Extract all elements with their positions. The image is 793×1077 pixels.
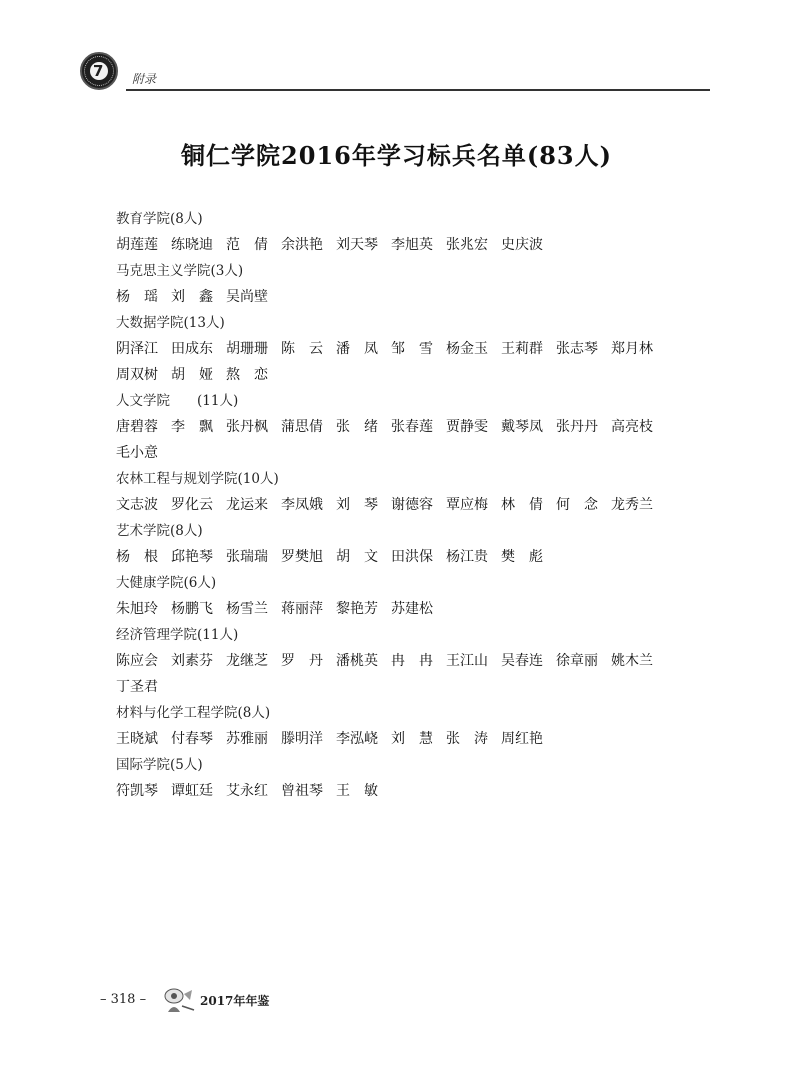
student-name: 张丹枫 — [226, 419, 268, 435]
student-name: 张 绪 — [336, 419, 378, 435]
student-name: 罗 丹 — [281, 653, 323, 669]
college-members — [116, 778, 676, 804]
student-name: 张瑞瑞 — [226, 549, 268, 565]
college-name: 人文学院 (11人) — [116, 393, 239, 409]
college-name: 大健康学院(6人) — [116, 575, 217, 591]
student-name: 苏雅丽 — [226, 731, 268, 747]
student-name: 郑月林 — [611, 341, 653, 357]
page-footer — [100, 986, 400, 1016]
student-name: 蒋丽萍 — [281, 601, 323, 617]
student-name: 罗樊旭 — [281, 549, 323, 565]
student-name: 杨雪兰 — [226, 601, 268, 617]
student-name: 符凯琴 — [116, 783, 158, 799]
student-name: 龙秀兰 — [611, 497, 653, 513]
student-name: 龙继芝 — [226, 653, 268, 669]
student-name: 杨鹏飞 — [171, 601, 213, 617]
page-number: – 318 – — [100, 992, 147, 1007]
college-members — [116, 336, 676, 388]
student-name: 周双树 — [116, 367, 158, 383]
university-logo-icon — [80, 52, 118, 90]
student-name: 何 念 — [556, 497, 598, 513]
college-members — [116, 492, 676, 518]
student-name: 胡 文 — [336, 549, 378, 565]
student-name: 田洪保 — [391, 549, 433, 565]
student-name: 张丹丹 — [556, 419, 598, 435]
page-title: 铜仁学院2016年学习标兵名单(83人) — [181, 141, 612, 170]
college-name: 教育学院(8人) — [116, 211, 203, 227]
college-members — [116, 284, 676, 310]
student-name: 罗化云 — [171, 497, 213, 513]
college-name: 大数据学院(13人) — [116, 315, 225, 331]
student-name: 陈 云 — [281, 341, 323, 357]
student-name: 杨 根 — [116, 549, 158, 565]
college-members — [116, 596, 676, 622]
student-name: 胡 娅 — [171, 367, 213, 383]
student-name: 王江山 — [446, 653, 488, 669]
student-name: 王莉群 — [501, 341, 543, 357]
student-name: 唐碧蓉 — [116, 419, 158, 435]
student-name: 黎艳芳 — [336, 601, 378, 617]
student-name: 史庆波 — [501, 237, 543, 253]
student-name: 徐章丽 — [556, 653, 598, 669]
student-name: 刘 琴 — [336, 497, 378, 513]
college-name: 国际学院(5人) — [116, 757, 203, 773]
student-name: 贾静雯 — [446, 419, 488, 435]
student-name: 刘 鑫 — [171, 289, 213, 305]
college-name: 材料与化学工程学院(8人) — [116, 705, 271, 721]
student-name: 张春莲 — [391, 419, 433, 435]
student-name: 王晓斌 — [116, 731, 158, 747]
student-name: 吴尚壁 — [226, 289, 268, 305]
student-name: 余洪艳 — [281, 237, 323, 253]
logo-glyph: 7 — [93, 62, 104, 80]
student-name: 滕明洋 — [281, 731, 323, 747]
student-name: 周红艳 — [501, 731, 543, 747]
student-name: 艾永红 — [226, 783, 268, 799]
student-name: 杨江贵 — [446, 549, 488, 565]
student-name: 毛小意 — [116, 445, 158, 461]
student-name: 田成东 — [171, 341, 213, 357]
student-name: 蒲思倩 — [281, 419, 323, 435]
student-name: 吴春连 — [501, 653, 543, 669]
yearbook-label: 2017年年鉴 — [200, 994, 270, 1008]
college-name: 农林工程与规划学院(10人) — [116, 471, 279, 487]
student-name: 李 飘 — [171, 419, 213, 435]
student-name: 丁圣君 — [116, 679, 158, 695]
student-name: 谭虹廷 — [171, 783, 213, 799]
student-name: 胡珊珊 — [226, 341, 268, 357]
student-name: 刘 慧 — [391, 731, 433, 747]
student-name: 龙运来 — [226, 497, 268, 513]
student-name: 林 倩 — [501, 497, 543, 513]
student-name: 覃应梅 — [446, 497, 488, 513]
student-name: 谢德容 — [391, 497, 433, 513]
college-members — [116, 414, 676, 466]
page-header — [70, 46, 710, 94]
college-name: 马克思主义学院(3人) — [116, 263, 244, 279]
student-name: 李旭英 — [391, 237, 433, 253]
honor-list — [116, 206, 676, 804]
mascot-icon — [162, 986, 196, 1014]
student-name: 樊 彪 — [501, 549, 543, 565]
header-rule — [126, 89, 710, 91]
student-name: 戴琴凤 — [501, 419, 543, 435]
student-name: 邱艳琴 — [171, 549, 213, 565]
student-name: 熬 恋 — [226, 367, 268, 383]
college-members — [116, 648, 676, 700]
student-name: 高亮枝 — [611, 419, 653, 435]
student-name: 潘桃英 — [336, 653, 378, 669]
student-name: 冉 冉 — [391, 653, 433, 669]
student-name: 胡莲莲 — [116, 237, 158, 253]
student-name: 张志琴 — [556, 341, 598, 357]
student-name: 刘素芬 — [171, 653, 213, 669]
student-name: 刘天琴 — [336, 237, 378, 253]
student-name: 曾祖琴 — [281, 783, 323, 799]
student-name: 阴泽江 — [116, 341, 158, 357]
student-name: 朱旭玲 — [116, 601, 158, 617]
college-members — [116, 544, 676, 570]
student-name: 陈应会 — [116, 653, 158, 669]
student-name: 王 敏 — [336, 783, 378, 799]
student-name: 姚木兰 — [611, 653, 653, 669]
student-name: 文志波 — [116, 497, 158, 513]
student-name: 李凤娥 — [281, 497, 323, 513]
student-name: 杨 瑶 — [116, 289, 158, 305]
student-name: 潘 凤 — [336, 341, 378, 357]
student-name: 付春琴 — [171, 731, 213, 747]
student-name: 李泓峣 — [336, 731, 378, 747]
student-name: 练晓迪 — [171, 237, 213, 253]
student-name: 邹 雪 — [391, 341, 433, 357]
student-name: 张 涛 — [446, 731, 488, 747]
college-members — [116, 726, 676, 752]
student-name: 范 倩 — [226, 237, 268, 253]
college-name: 艺术学院(8人) — [116, 523, 203, 539]
student-name: 苏建松 — [391, 601, 433, 617]
student-name: 杨金玉 — [446, 341, 488, 357]
college-members — [116, 232, 676, 258]
section-tag: 附录 — [132, 72, 157, 86]
college-name: 经济管理学院(11人) — [116, 627, 239, 643]
student-name: 张兆宏 — [446, 237, 488, 253]
